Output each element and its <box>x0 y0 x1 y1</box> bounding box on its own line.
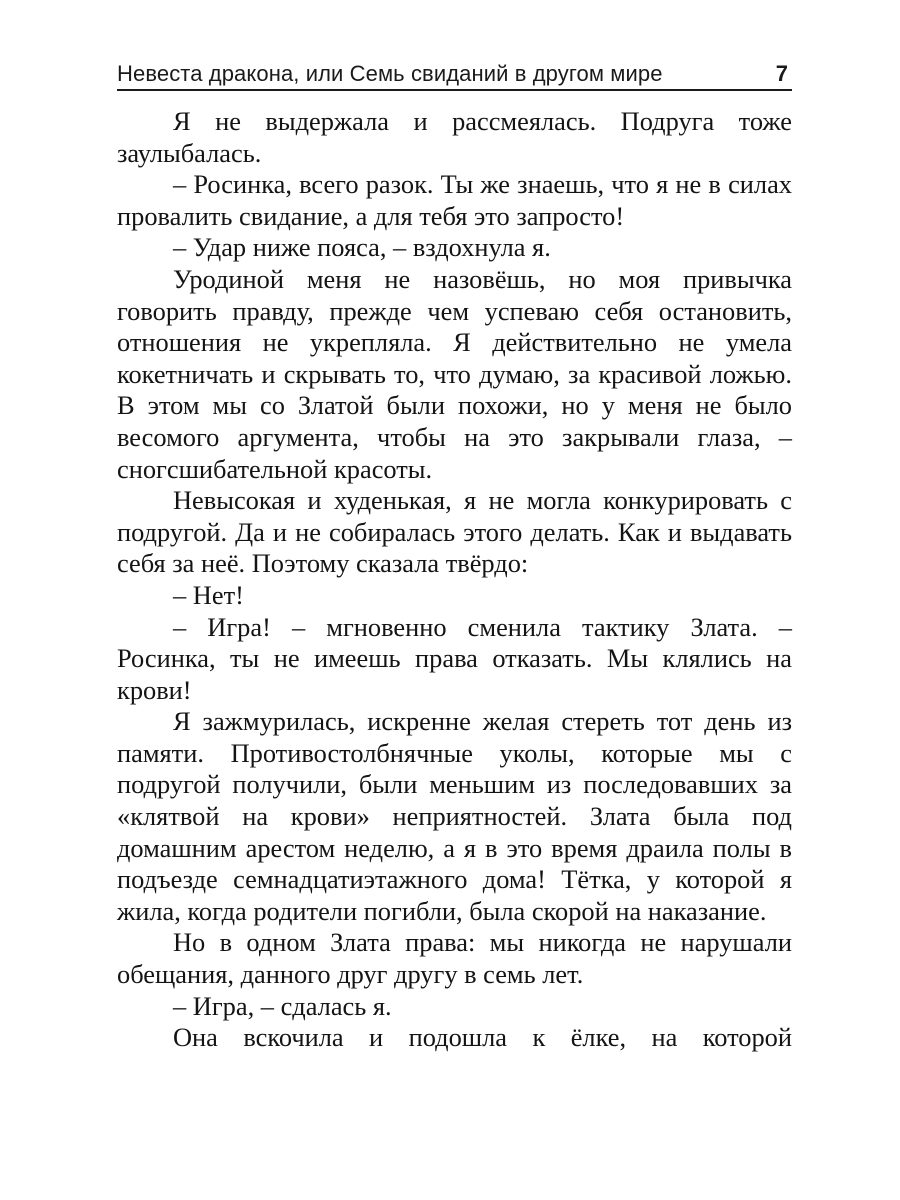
running-title: Невеста дракона, или Семь свиданий в другом мире <box>117 61 663 86</box>
paragraph: – Нет! <box>173 579 244 610</box>
paragraph: Я зажмурилась, искренне желая стереть тот день из памяти. Противостолбнячные уколы, которые мы с подругой получили, были меньшим из последовавших за «клятвой на крови» неприятностей. Злата была под домашним арестом неделю, а я в это время драила полы в подъезде семнадцатиэтажного дома! Тётка, у которой я жила, когда родители погибли, была скорой на наказание. <box>117 706 792 926</box>
running-header <box>117 55 792 91</box>
paragraph: – Игра! – мгновенно сменила тактику Злата. – Росинка, ты не имеешь права отказать. Мы клялись на крови! <box>117 611 792 705</box>
paragraph: Она вскочила и подошла к ёлке, на которой <box>173 1022 792 1053</box>
paragraph: Уродиной меня не назовёшь, но моя привычка говорить правду, прежде чем успеваю себя остановить, отношения не укрепляла. Я действительно не умела кокетничать и скрывать то, что думаю, за красивой ложью. В этом мы со Златой были похожи, но у меня не было весомого аргумента, чтобы на это закрывали глаза, – сногсшибательной красоты. <box>117 263 792 484</box>
paragraph: Я не выдержала и рассмеялась. Подруга тоже заулыбалась. <box>117 106 792 168</box>
page-number: 7 <box>775 61 788 86</box>
paragraph: – Росинка, всего разок. Ты же знаешь, что я не в силах провалить свидание, а для тебя это запросто! <box>117 169 792 231</box>
paragraph: Невысокая и худенькая, я не могла конкурировать с подругой. Да и не собиралась этого делать. Как и выдавать себя за неё. Поэтому сказала твёрдо: <box>117 485 792 579</box>
body-text <box>117 106 792 1054</box>
paragraph: – Игра, – сдалась я. <box>173 990 392 1021</box>
paragraph: Но в одном Злата права: мы никогда не нарушали обещания, данного друг другу в семь лет. <box>117 927 792 990</box>
paragraph: – Удар ниже пояса, – вздохнула я. <box>173 232 551 263</box>
